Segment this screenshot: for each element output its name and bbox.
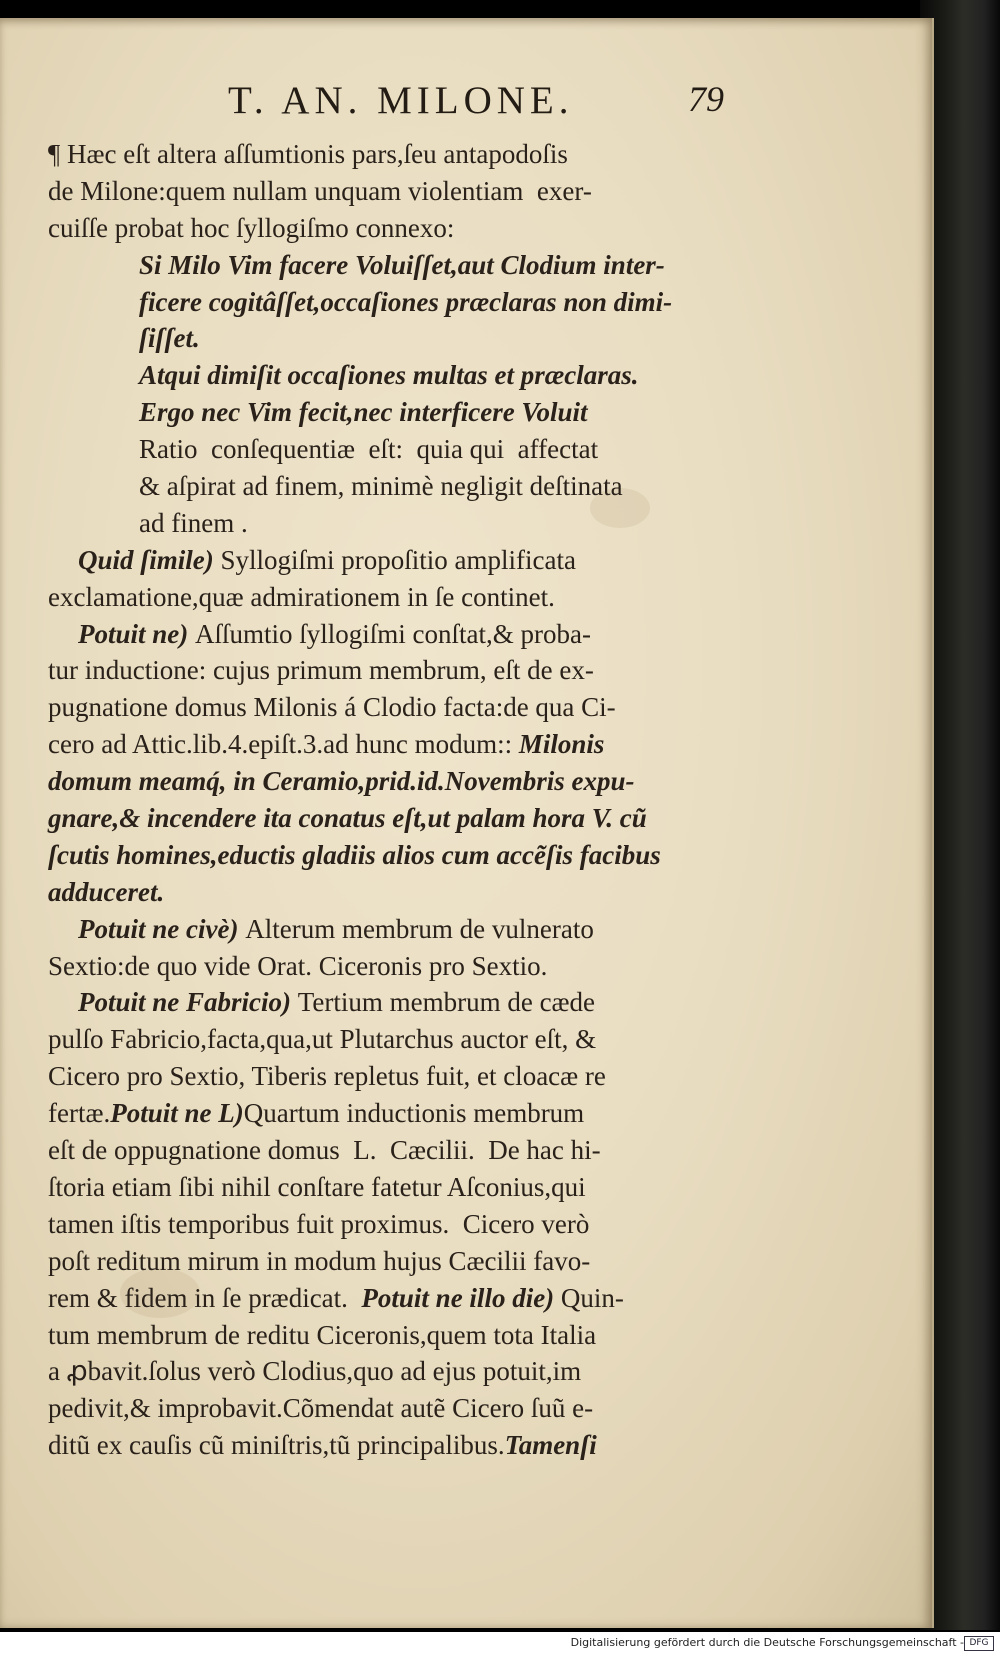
funding-credit: Digitalisierung gefördert durch die Deutsche Forschungsgemeinschaft - [570, 1636, 964, 1649]
text-segment: ſtoria etiam ſibi nihil conſtare fatetur Aſconius,qui [48, 1171, 586, 1202]
text-line [48, 357, 764, 394]
italic-segment: Potuit ne) [78, 618, 196, 649]
text-segment: ad finem . [139, 507, 248, 538]
text-line [48, 136, 764, 173]
text-line [48, 1427, 764, 1464]
text-segment: a ꝓbavit.ſolus verò Clodius,quo ad ejus potuit,im [48, 1356, 582, 1387]
italic-segment: Potuit ne civè) [78, 913, 246, 944]
text-line [48, 911, 764, 948]
italic-segment: Milonis [518, 729, 605, 760]
text-line [48, 616, 764, 653]
text-segment: rem & fidem in ſe prædicat. [48, 1282, 362, 1313]
text-segment: eſt de oppugnatione domus L. Cæcilii. De hac hi- [48, 1135, 601, 1166]
text-segment: exclamatione,quæ admirationem in ſe continet. [48, 581, 555, 612]
text-segment: de Milone:quem nullam unquam violentiam exer- [48, 175, 592, 206]
text-segment: Cicero pro Sextio, Tiberis repletus fuit, et cloacæ re [48, 1061, 606, 1092]
text-segment: cuiſſe probat hoc ſyllogiſmo connexo: [48, 212, 455, 243]
footer-bar [0, 1632, 1000, 1655]
italic-segment: Ergo nec Vim fecit,nec interficere Voluit [139, 397, 588, 428]
text-line [48, 284, 764, 321]
italic-segment: Tamenſi [504, 1430, 597, 1461]
italic-segment: ſiſſet. [139, 323, 200, 354]
text-segment: Quin- [560, 1282, 624, 1313]
text-line [48, 1132, 764, 1169]
text-segment: Quartum inductionis membrum [243, 1098, 585, 1129]
italic-segment: gnare,& incendere ita conatus eſt,ut palam hora V. cũ [48, 803, 647, 834]
text-line [48, 874, 764, 911]
text-segment: pedivit,& improbavit.Cõmendat autẽ Cicero ſuũ e- [48, 1393, 594, 1424]
text-line [48, 1317, 764, 1354]
book-page [0, 18, 934, 1628]
italic-segment: domum meamq́, in Ceramio,prid.id.Novembris expu- [48, 766, 635, 797]
text-segment: poſt reditum mirum in modum hujus Cæcilii favo- [48, 1245, 591, 1276]
text-segment: pulſo Fabricio,facta,qua,ut Plutarchus auctor eſt, & [48, 1024, 597, 1055]
text-line [48, 468, 764, 505]
italic-segment: Si Milo Vim facere Voluiſſet,aut Clodium inter- [139, 249, 665, 280]
text-segment: & aſpirat ad finem, minimè negligit deſtinata [139, 471, 623, 502]
text-line [48, 431, 764, 468]
text-line [48, 320, 764, 357]
text-line [48, 1206, 764, 1243]
italic-segment: Atqui dimiſit occaſiones multas et præclaras. [139, 360, 639, 391]
text-line [48, 1021, 764, 1058]
italic-segment: ficere cogitâſſet,occaſiones præclaras non dimi- [139, 286, 673, 317]
text-line [48, 173, 764, 210]
text-line [48, 726, 764, 763]
text-body [48, 136, 764, 1464]
italic-segment: Potuit ne Fabricio) [78, 987, 298, 1018]
text-segment: Tertium membrum de cæde [297, 987, 596, 1018]
text-line [48, 210, 764, 247]
page-number: 79 [688, 79, 724, 119]
running-header [0, 78, 932, 128]
text-line [48, 800, 764, 837]
text-segment: Ratio conſequentiæ eſt: quia qui affectat [139, 434, 599, 465]
text-line [48, 394, 764, 431]
italic-segment: Potuit ne L) [110, 1098, 244, 1129]
running-head-title: T. AN. MILONE. [228, 79, 574, 122]
text-segment: Alterum membrum de vulnerato [245, 913, 594, 944]
text-line [48, 1095, 764, 1132]
text-segment: ditũ ex cauſis cũ miniſtris,tũ principalibus. [48, 1430, 505, 1461]
italic-segment: ſcutis homines,eductis gladiis alios cum accẽſis facibus [48, 839, 661, 870]
italic-segment: Potuit ne illo die) [361, 1282, 561, 1313]
text-line [48, 1243, 764, 1280]
text-segment: tum membrum de reditu Ciceronis,quem tota Italia [48, 1319, 597, 1350]
text-segment: Aſſumtio ſyllogiſmi conſtat,& proba- [195, 618, 591, 649]
text-line [48, 1058, 764, 1095]
text-segment: ¶ Hæc eſt altera aſſumtionis pars,ſeu antapodoſis [48, 139, 568, 169]
text-line [48, 652, 764, 689]
text-line [48, 948, 764, 985]
text-line [48, 1169, 764, 1206]
text-segment: Sextio:de quo vide Orat. Ciceronis pro Sextio. [48, 950, 548, 981]
text-segment: tamen iſtis temporibus fuit proximus. Cicero verò [48, 1208, 590, 1239]
italic-segment: adduceret. [48, 876, 165, 907]
text-segment: pugnatione domus Milonis á Clodio facta:de qua Ci- [48, 692, 616, 723]
text-line [48, 542, 764, 579]
text-segment: tur inductione: cujus primum membrum, eſt de ex- [48, 655, 594, 686]
text-line [48, 689, 764, 726]
text-line [48, 1280, 764, 1317]
italic-segment: Quid ſimile) [78, 544, 221, 575]
dfg-logo: DFG [964, 1636, 994, 1651]
text-line [48, 1390, 764, 1427]
text-line [48, 763, 764, 800]
text-line [48, 1353, 764, 1390]
text-line [48, 505, 764, 542]
text-segment: fertæ. [48, 1098, 111, 1129]
text-line [48, 837, 764, 874]
text-line [48, 984, 764, 1021]
text-line [48, 579, 764, 616]
text-line [48, 247, 764, 284]
text-segment: Syllogiſmi propoſitio amplificata [220, 544, 576, 575]
text-segment: cero ad Attic.lib.4.epiſt.3.ad hunc modum:: [48, 729, 519, 760]
